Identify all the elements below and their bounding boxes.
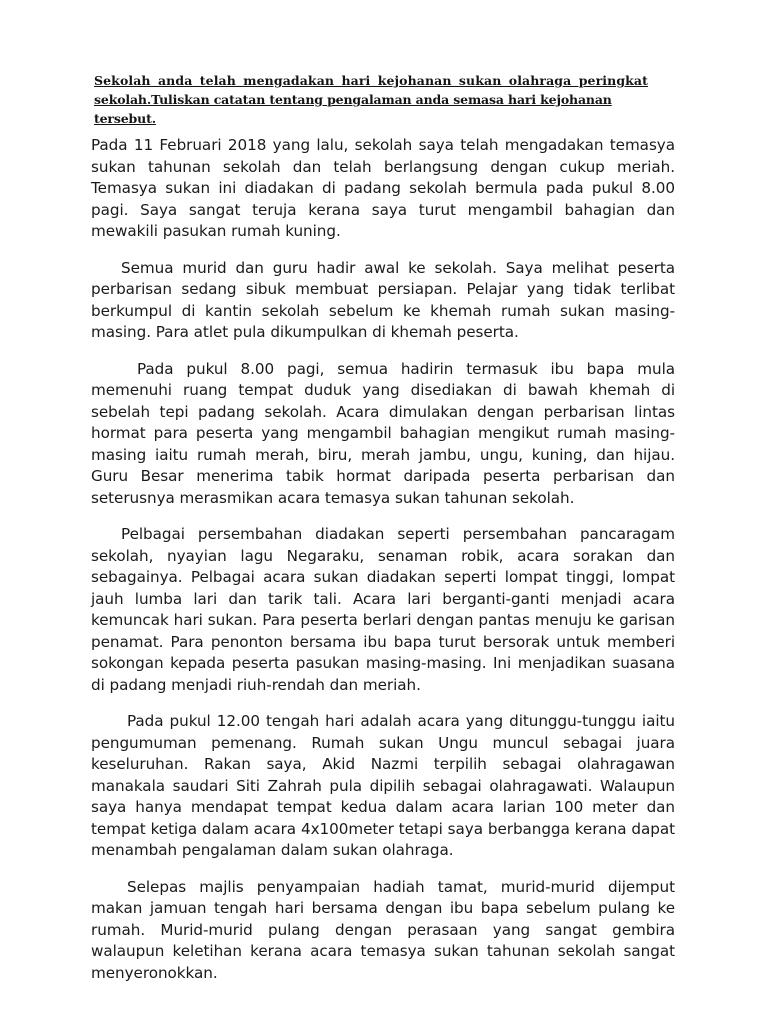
heading-line-2: sekolah.Tuliskan catatan tentang pengalaman anda semasa hari kejohanan tersebut. — [94, 92, 612, 126]
essay-paragraph-4: Pelbagai persembahan diadakan seperti persembahan pancaragam sekolah, nyayian lagu Negaraku, senaman robik, acara sorakan dan sebagainya. Pelbagai acara sukan diadakan seperti lompat tinggi, lompat jauh lumba lari dan tarik tali. Acara lari berganti-ganti menjadi acara kemuncak hari sukan. Para peserta berlari dengan pantas menuju ke garisan penamat. Para penonton bersama ibu bapa turut bersorak untuk memberi sokongan kepada peserta pasukan masing-masing. Ini menjadikan suasana di padang menjadi riuh-rendah dan meriah. — [91, 525, 675, 694]
essay-paragraph-6: Selepas majlis penyampaian hadiah tamat, murid-murid dijemput makan jamuan tengah hari bersama dengan ibu bapa sebelum pulang ke rumah. Murid-murid pulang dengan perasaan yang sangat gembira walaupun keletihan kerana acara temasya sukan tahunan sekolah sangat menyeronokkan. — [91, 877, 675, 982]
essay-paragraph-2: Semua murid dan guru hadir awal ke sekolah. Saya melihat peserta perbarisan sedang sibuk membuat persiapan. Pelajar yang tidak terlibat berkumpul di kantin sekolah sebelum ke khemah rumah sukan masing-masing. Para atlet pula dikumpulkan di khemah peserta. — [91, 258, 675, 341]
essay-body — [91, 135, 675, 984]
essay-paragraph-3: Pada pukul 8.00 pagi, semua hadirin termasuk ibu bapa mula memenuhi ruang tempat duduk yang disediakan di bawah khemah di sebelah tepi padang sekolah. Acara dimulakan dengan perbarisan lintas hormat para peserta yang mengambil bahagian mengikut rumah masing-masing iaitu rumah merah, biru, merah jambu, ungu, kuning, dan hijau. Guru Besar menerima tabik hormat daripada peserta perbarisan dan seterusnya merasmikan acara temasya sukan tahunan sekolah. — [91, 359, 675, 507]
essay-paragraph-5: Pada pukul 12.00 tengah hari adalah acara yang ditunggu-tunggu iaitu pengumuman pemenang. Rumah sukan Ungu muncul sebagai juara keseluruhan. Rakan saya, Akid Nazmi terpilih sebagai olahragawan manakala saudari Siti Zahrah pula dipilih sebagai olahragawati. Walaupun saya hanya mendapat tempat kedua dalam acara larian 100 meter dan tempat ketiga dalam acara 4x100meter tetapi saya berbangga kerana dapat menambah pengalaman dalam sukan olahraga. — [91, 712, 675, 859]
heading-line-1: Sekolah anda telah mengadakan hari kejohanan sukan olahraga peringkat — [94, 73, 648, 88]
essay-question-heading — [94, 71, 648, 128]
essay-paragraph-1: Pada 11 Februari 2018 yang lalu, sekolah saya telah mengadakan temasya sukan tahunan sekolah dan telah berlangsung dengan cukup meriah. Temasya sukan ini diadakan di padang sekolah bermula pada pukul 8.00 pagi. Saya sangat teruja kerana saya turut mengambil bahagian dan mewakili pasukan rumah kuning. — [91, 136, 675, 240]
